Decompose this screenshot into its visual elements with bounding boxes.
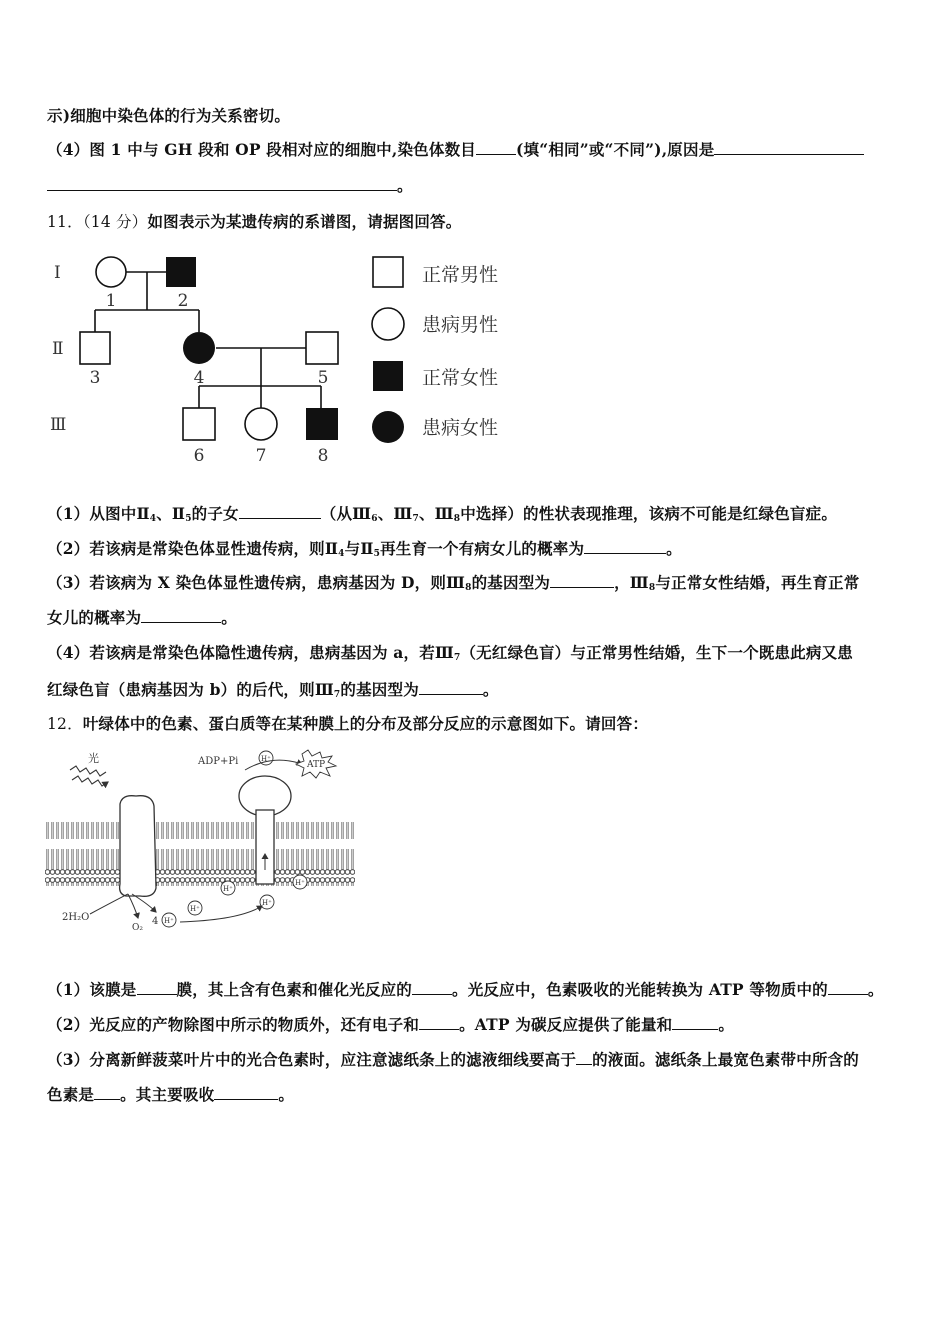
answer-blank[interactable] <box>476 139 516 155</box>
individual-8 <box>306 408 338 440</box>
h-ion-label: H⁺ <box>262 899 272 907</box>
q11-sub1: （1）从图中$Ⅱ_4$、$Ⅱ_5$的子女 （从$Ⅲ_6$、$Ⅲ_7$、$Ⅲ_8$中选择）的性状表现推理，该病不可能是红绿色盲症。 <box>47 504 838 524</box>
answer-blank[interactable] <box>412 979 452 995</box>
lipid-bilayer <box>45 822 355 886</box>
individual-number: 4 <box>193 368 205 388</box>
individual-number: 1 <box>105 291 117 311</box>
individual-number: 8 <box>317 446 329 466</box>
o2-label: O₂ <box>132 923 143 933</box>
pedigree-chart <box>40 248 520 470</box>
q11-sub4-continued: 红绿色盲（患病基因为 b）的后代，则$Ⅲ_7$的基因型为 。 <box>47 680 499 700</box>
answer-blank[interactable] <box>672 1014 718 1030</box>
four-h-label: 4 <box>152 916 159 927</box>
q11-stem: 11．（14 分）如图表示为某遗传病的系谱图，请据图回答。 <box>47 212 462 231</box>
answer-blank[interactable] <box>141 607 221 623</box>
thylakoid-membrane-diagram <box>40 748 370 944</box>
individual-3 <box>80 332 110 364</box>
answer-blank[interactable] <box>137 979 177 995</box>
answer-blank[interactable] <box>239 503 321 519</box>
o2-arrow <box>128 894 138 918</box>
individual-1 <box>96 257 126 287</box>
q10-text-line: 示)细胞中染色体的行为关系密切。 <box>47 106 291 125</box>
h-ion-label: H⁺ <box>295 879 305 887</box>
q11-sub4: （4）若该病是常染色体隐性遗传病，患病基因为 a，若$Ⅲ_7$（无红绿色盲）与正常男性结婚，生下一个既患此病又患 <box>47 643 853 663</box>
individual-7 <box>245 408 277 440</box>
answer-blank[interactable] <box>94 1084 120 1100</box>
individual-number: 2 <box>177 291 189 311</box>
individual-number: 6 <box>193 446 205 466</box>
legend-label: 患病女性 <box>422 417 499 439</box>
photosystem-protein <box>120 796 156 897</box>
generation-label: Ⅰ <box>54 263 61 283</box>
h-ion-label: H⁺ <box>190 905 200 913</box>
individual-number: 7 <box>255 446 267 466</box>
legend-label: 正常女性 <box>422 367 499 389</box>
atp-synthase-stalk <box>256 810 274 884</box>
answer-blank[interactable] <box>214 1084 278 1100</box>
h-ion-label: H⁺ <box>164 917 174 925</box>
q10-sub4-continued: 。 <box>47 174 413 196</box>
legend-affected-female-symbol <box>372 411 404 443</box>
answer-blank[interactable] <box>828 979 868 995</box>
legend-normal-female-symbol <box>373 361 403 391</box>
q11-sub2: （2）若该病是常染色体显性遗传病，则$Ⅱ_4$与$Ⅱ_5$再生育一个有病女儿的概率为 。 <box>47 539 682 559</box>
q12-sub1: （1）该膜是 膜，其上含有色素和催化光反应的 。光反应中，色素吸收的光能转换为 ATP 等物质中的 。 <box>47 980 884 999</box>
individual-2 <box>166 257 196 287</box>
q12-sub2: （2）光反应的产物除图中所示的物质外，还有电子和 。ATP 为碳反应提供了能量和 。 <box>47 1015 735 1034</box>
answer-blank[interactable] <box>47 175 397 191</box>
h-ion-label: H⁺ <box>223 885 233 893</box>
light-label: 光 <box>88 752 99 765</box>
q11-sub3: （3）若该病为 X 染色体显性遗传病，患病基因为 D，则$Ⅲ_8$的基因型为 ，$Ⅲ_8$与正常女性结婚，再生育正常 <box>47 573 860 593</box>
legend-normal-male-symbol <box>373 257 403 287</box>
legend-label: 患病男性 <box>422 314 499 336</box>
individual-6 <box>183 408 215 440</box>
answer-blank[interactable] <box>584 538 666 554</box>
answer-blank[interactable] <box>419 679 483 695</box>
q10-sub4: （4）图 1 中与 GH 段和 OP 段相对应的细胞中,染色体数目 (填“相同”或“不同”),原因是 <box>47 138 864 160</box>
individual-number: 5 <box>317 368 329 388</box>
q11-sub3-continued: 女儿的概率为 。 <box>47 608 237 627</box>
legend-affected-male-symbol <box>372 308 404 340</box>
generation-label: Ⅲ <box>50 415 67 435</box>
q12-stem: 12．叶绿体中的色素、蛋白质等在某种膜上的分布及部分反应的示意图如下。请回答： <box>47 714 649 733</box>
atp-product-arrow <box>245 760 302 770</box>
answer-blank[interactable] <box>550 572 614 588</box>
legend-label: 正常男性 <box>422 264 499 286</box>
answer-blank[interactable] <box>576 1049 592 1065</box>
light-arrow <box>70 766 108 786</box>
adp-label: ADP+Pi <box>198 756 239 767</box>
answer-blank[interactable] <box>714 139 864 155</box>
water-split-arrow <box>90 894 128 914</box>
individual-4 <box>183 332 215 364</box>
individual-5 <box>306 332 338 364</box>
atp-label: ATP <box>307 760 326 770</box>
q12-sub3-continued: 色素是 。其主要吸收 。 <box>47 1085 295 1104</box>
h-ion-label: H⁺ <box>261 755 271 763</box>
generation-label: Ⅱ <box>52 339 64 359</box>
q12-sub3: （3）分离新鲜菠菜叶片中的光合色素时，应注意滤纸条上的滤液细线要高于 的液面。滤纸条上最宽色素带中所含的 <box>47 1050 859 1069</box>
individual-number: 3 <box>89 368 101 388</box>
answer-blank[interactable] <box>419 1014 459 1030</box>
water-label: 2H₂O <box>62 912 90 923</box>
